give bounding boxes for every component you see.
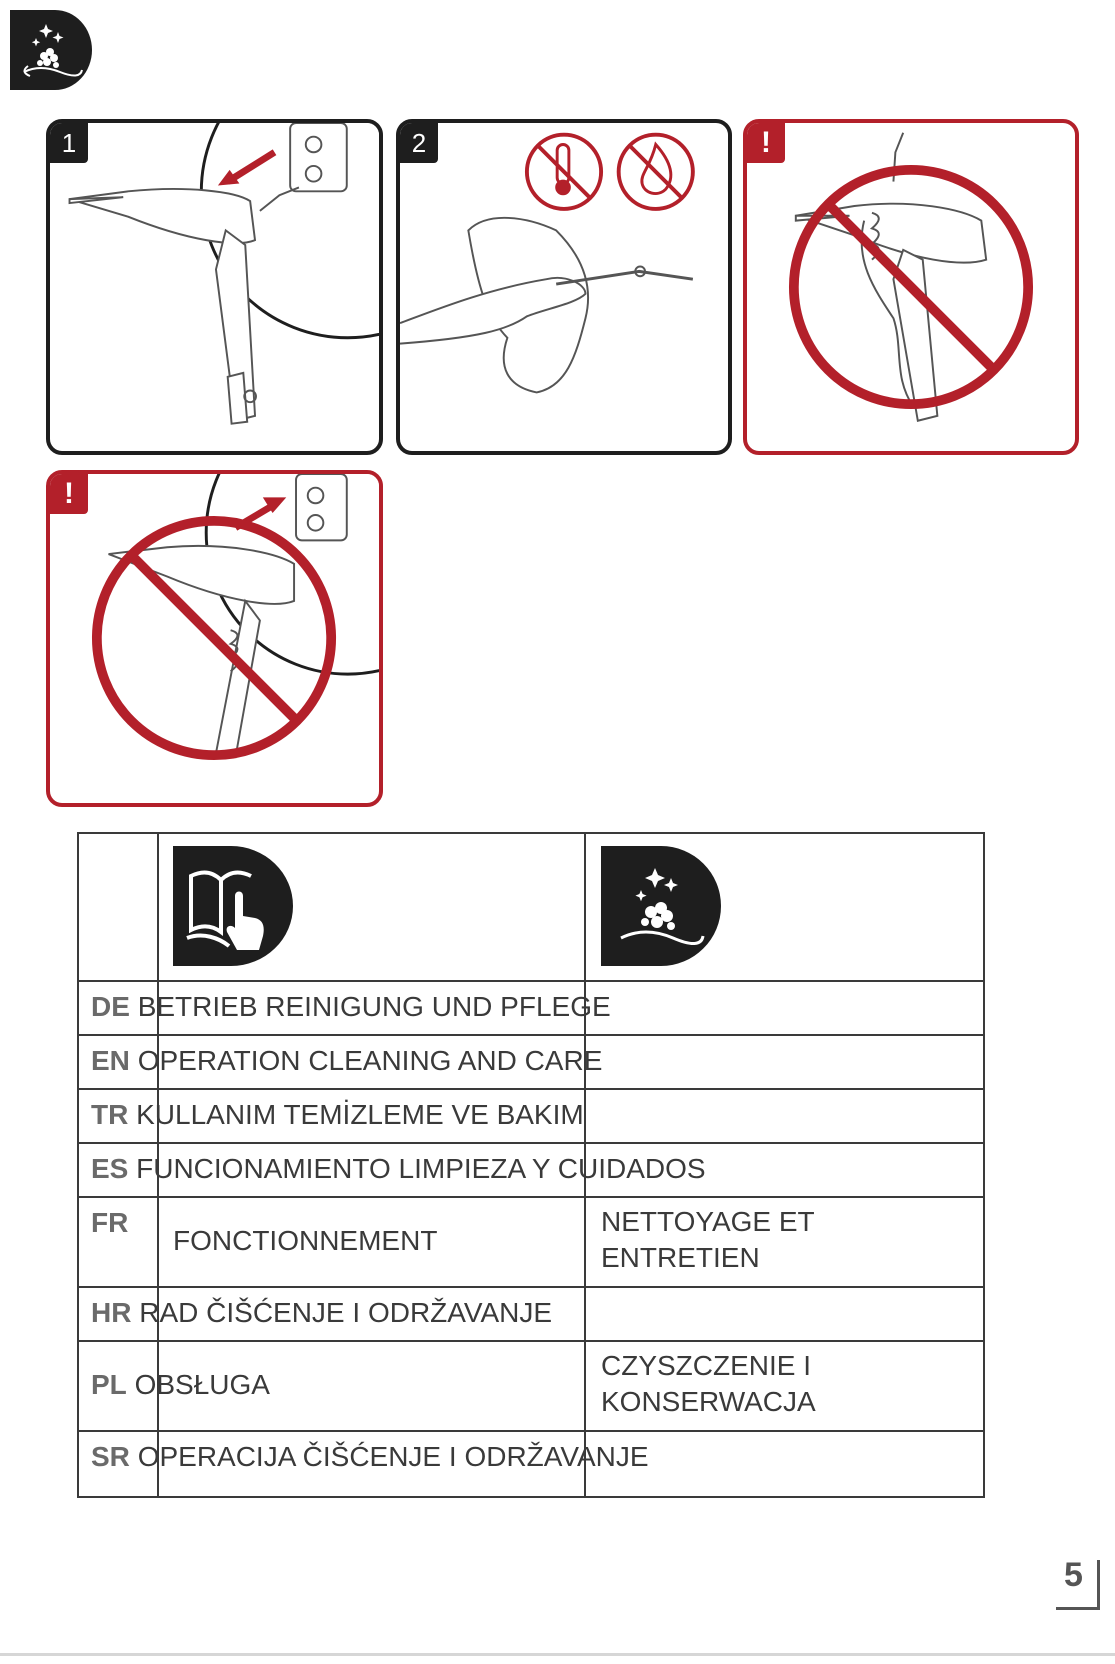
- no-fire-icon: [619, 135, 693, 209]
- warning-badge: !: [50, 474, 88, 514]
- table-row: ES FUNCIONAMIENTO LIMPIEZA Y CUIDADOS: [91, 1153, 706, 1184]
- table-row: SR OPERACIJA ČIŠĆENJE I ODRŽAVANJE: [91, 1441, 649, 1472]
- table-row: EN OPERATION CLEANING AND CARE: [91, 1045, 603, 1076]
- warning-badge: !: [747, 123, 785, 163]
- wipe-with-cloth-illustration: [400, 123, 728, 451]
- table-row: PL OBSŁUGA: [91, 1369, 270, 1400]
- table-row: HR RAD ČIŠĆENJE I ODRŽAVANJE: [91, 1297, 553, 1328]
- unplug-hairdryer-illustration: [50, 123, 379, 451]
- bottom-rule: [0, 1653, 1115, 1656]
- cleaning-sparkle-icon: [10, 10, 92, 90]
- language-table: [77, 832, 985, 1498]
- language-code: FR: [91, 1207, 129, 1238]
- step-badge: 2: [400, 123, 438, 163]
- page-number: 5: [1056, 1550, 1100, 1610]
- table-row: DE BETRIEB REINIGUNG UND PFLEGE: [91, 991, 611, 1022]
- warning-panel-no-wrapping: [743, 119, 1079, 455]
- operation-label: FONCTIONNEMENT: [173, 1225, 438, 1256]
- step-panel-wipe: [396, 119, 732, 455]
- warning-panel-no-pulling: [46, 470, 383, 807]
- step-panel-unplug: [46, 119, 383, 455]
- cleaning-sparkle-icon: [601, 846, 721, 966]
- step-badge: 1: [50, 123, 88, 163]
- cleaning-label: CZYSZCZENIE I KONSERWACJA: [601, 1350, 816, 1417]
- no-high-temperature-icon: [527, 135, 601, 209]
- no-wrapping-cord-illustration: [747, 123, 1075, 451]
- operation-manual-icon: [173, 846, 293, 966]
- table-row: TR KULLANIM TEMİZLEME VE BAKIM: [91, 1099, 584, 1130]
- cleaning-label: NETTOYAGE ET ENTRETIEN: [601, 1206, 815, 1273]
- no-pulling-cord-illustration: [50, 474, 379, 803]
